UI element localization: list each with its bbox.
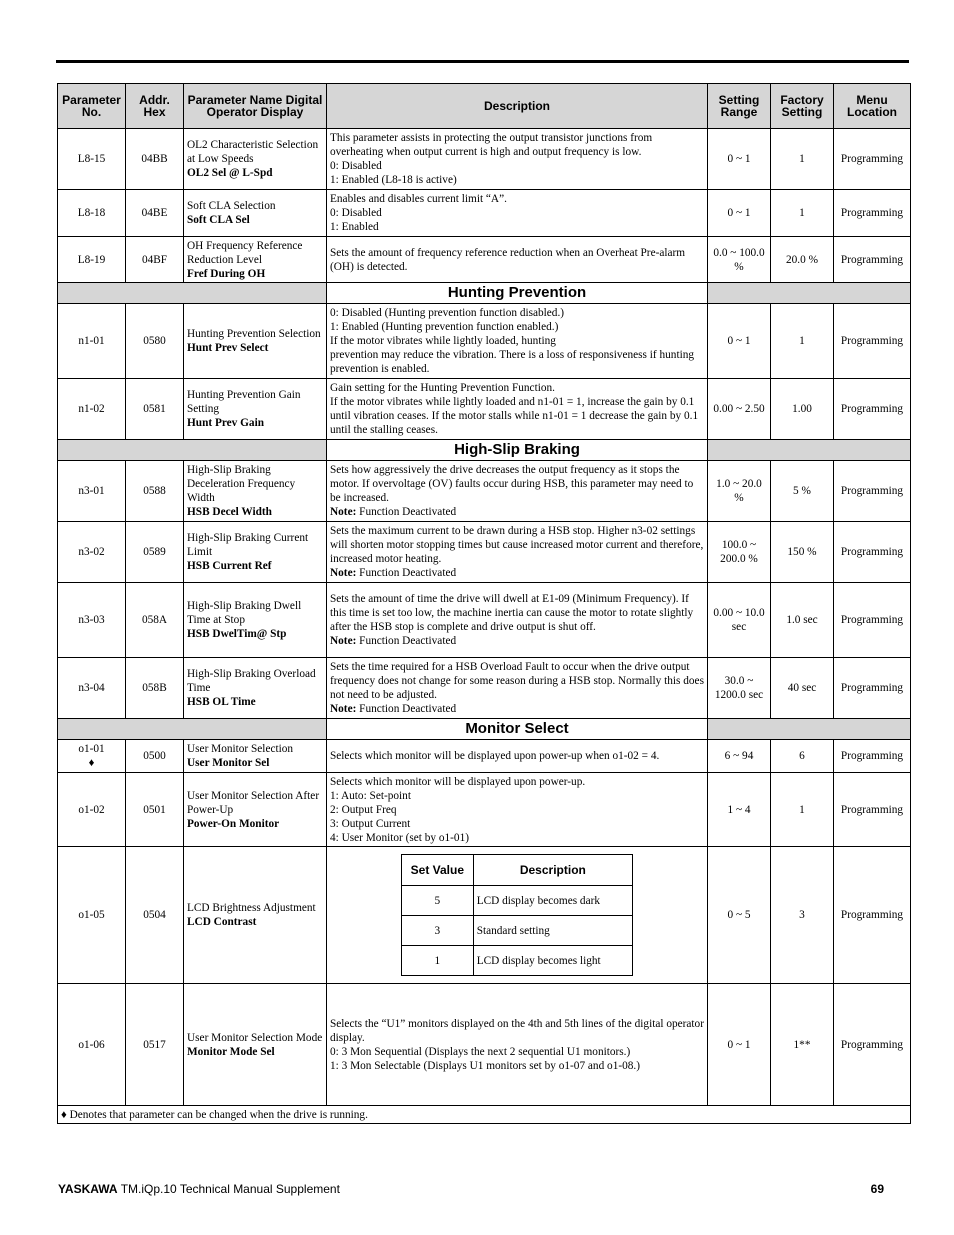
factory-setting: 1.0 sec xyxy=(771,583,834,658)
header-desc: Description xyxy=(327,84,708,129)
desc-line: Sets the amount of time the drive will dwell at E1-09 (Minimum Frequency). If this time is set too low, the machine inertia can cause the motor to rotate slightly after the HSB stop is complete and drive output is shut off. xyxy=(330,593,694,633)
header-menu: Menu Location xyxy=(834,84,911,129)
table-row xyxy=(58,522,911,583)
setting-range: 0 ~ 1 xyxy=(708,304,771,379)
param-no: o1-05 xyxy=(58,847,126,984)
inner-desc: LCD display becomes light xyxy=(473,946,632,976)
menu-location: Programming xyxy=(834,984,911,1106)
note-text: Function Deactivated xyxy=(356,567,457,579)
addr-hex: 04BF xyxy=(126,237,184,283)
operator-display: Power-On Monitor xyxy=(187,817,280,830)
section-title: Hunting Prevention xyxy=(327,283,708,304)
param-no: L8-19 xyxy=(58,237,126,283)
operator-display: LCD Contrast xyxy=(187,916,257,928)
note-label: Note: xyxy=(330,506,357,518)
param-name xyxy=(184,190,327,237)
param-desc xyxy=(327,847,708,984)
setting-range: 1.0 ~ 20.0 % xyxy=(708,461,771,522)
desc-line: 1: Enabled (Hunting prevention function enabled.) xyxy=(330,321,559,333)
param-no: o1-02 xyxy=(58,773,126,847)
setting-range: 0.00 ~ 2.50 xyxy=(708,379,771,440)
addr-hex: 0504 xyxy=(126,847,184,984)
inner-row xyxy=(402,886,633,916)
desc-line: 0: Disabled xyxy=(330,207,382,219)
inner-set-value: 1 xyxy=(402,946,474,976)
setting-range: 0.00 ~ 10.0 sec xyxy=(708,583,771,658)
menu-location: Programming xyxy=(834,129,911,190)
menu-location: Programming xyxy=(834,190,911,237)
table-row xyxy=(58,847,911,984)
param-no: L8-18 xyxy=(58,190,126,237)
addr-hex: 04BE xyxy=(126,190,184,237)
desc-line: 2: Output Freq xyxy=(330,803,397,816)
param-desc: Selects which monitor will be displayed upon power-up when o1-02 = 4. xyxy=(327,740,708,773)
addr-hex: 0501 xyxy=(126,773,184,847)
param-name xyxy=(184,304,327,379)
param-desc xyxy=(327,984,708,1106)
inner-row xyxy=(402,916,633,946)
param-no: n3-02 xyxy=(58,522,126,583)
table-row xyxy=(58,658,911,719)
menu-location: Programming xyxy=(834,583,911,658)
addr-hex: 04BB xyxy=(126,129,184,190)
table-row xyxy=(58,190,911,237)
table-row xyxy=(58,773,911,847)
inner-desc: Standard setting xyxy=(473,916,632,946)
param-desc xyxy=(327,190,708,237)
desc-line: 1: 3 Mon Selectable (Displays U1 monitors set by o1-07 and o1-08.) xyxy=(330,1059,640,1072)
desc-line: If the motor vibrates while lightly loaded and n1-01 = 1, increase the gain by 0.1 until vibration ceases. If the motor stalls while n1-01 = 1 decrease the gain by 0.1 until the stalling ceases. xyxy=(330,396,699,436)
section-row xyxy=(58,440,911,461)
setting-range: 0 ~ 1 xyxy=(708,190,771,237)
table-row xyxy=(58,379,911,440)
inner-row xyxy=(402,946,633,976)
param-name-text: Hunting Prevention Selection xyxy=(187,328,321,340)
desc-line: This parameter assists in protecting the output transistor junctions from overheating when output current is high and output frequency is low. xyxy=(330,132,653,158)
setting-range: 100.0 ~ 200.0 % xyxy=(708,522,771,583)
param-name-text: OH Frequency Reference Reduction Level xyxy=(187,239,303,266)
param-name-text: User Monitor Selection Mode xyxy=(187,1031,323,1044)
desc-line: Selects the “U1” monitors displayed on the 4th and 5th lines of the digital operator display. xyxy=(330,1017,704,1044)
parameter-table xyxy=(57,83,911,1124)
top-rule xyxy=(56,60,909,63)
note-label: Note: xyxy=(330,703,357,715)
footnote-row xyxy=(58,1106,911,1124)
param-name-text: High-Slip Braking Current Limit xyxy=(187,532,309,558)
param-desc xyxy=(327,379,708,440)
param-name-text: Soft CLA Selection xyxy=(187,200,276,212)
setting-range: 6 ~ 94 xyxy=(708,740,771,773)
operator-display: Soft CLA Sel xyxy=(187,214,250,226)
addr-hex: 0581 xyxy=(126,379,184,440)
factory-setting: 150 % xyxy=(771,522,834,583)
menu-location: Programming xyxy=(834,847,911,984)
param-name xyxy=(184,522,327,583)
param-name-text: Hunting Prevention Gain Setting xyxy=(187,389,301,415)
param-name xyxy=(184,461,327,522)
header-param: Parameter No. xyxy=(58,84,126,129)
note-text: Function Deactivated xyxy=(356,635,457,647)
table-row xyxy=(58,237,911,283)
addr-hex: 0588 xyxy=(126,461,184,522)
inner-header-set: Set Value xyxy=(402,855,474,886)
param-desc xyxy=(327,129,708,190)
desc-line: prevention may reduce the vibration. There is a loss of responsiveness if hunting prevention is enabled. xyxy=(330,349,695,375)
param-name xyxy=(184,583,327,658)
desc-line: 1: Enabled xyxy=(330,221,379,233)
section-title: Monitor Select xyxy=(327,719,708,740)
param-name xyxy=(184,773,327,847)
factory-setting: 1** xyxy=(771,984,834,1106)
setting-range: 0.0 ~ 100.0 % xyxy=(708,237,771,283)
param-desc xyxy=(327,237,708,283)
param-desc xyxy=(327,522,708,583)
table-row xyxy=(58,984,911,1106)
run-mark: ♦ xyxy=(88,757,95,769)
note-text: Function Deactivated xyxy=(356,703,457,715)
desc-line: 1: Auto: Set-point xyxy=(330,789,411,802)
addr-hex: 058A xyxy=(126,583,184,658)
desc-line: Sets the maximum current to be drawn during a HSB stop. Higher n3-02 settings will shorten motor stopping times but cause increased motor current and therefore, increased motor heating. xyxy=(330,525,704,565)
desc-line: 0: 3 Mon Sequential (Displays the next 2 sequential U1 monitors.) xyxy=(330,1045,631,1058)
desc-line: If the motor vibrates while lightly loaded, hunting xyxy=(330,335,556,347)
page-footer xyxy=(58,1182,884,1196)
table-header-row xyxy=(58,84,911,129)
param-desc xyxy=(327,773,708,847)
param-desc xyxy=(327,583,708,658)
param-name-text: High-Slip Braking Dwell Time at Stop xyxy=(187,600,302,626)
factory-setting: 1 xyxy=(771,773,834,847)
header-factory: Factory Setting xyxy=(771,84,834,129)
lcd-contrast-table xyxy=(401,854,633,976)
factory-setting: 3 xyxy=(771,847,834,984)
operator-display: OL2 Sel @ L-Spd xyxy=(187,167,273,179)
factory-setting: 1 xyxy=(771,304,834,379)
inner-set-value: 5 xyxy=(402,886,474,916)
table-row xyxy=(58,304,911,379)
factory-setting: 5 % xyxy=(771,461,834,522)
header-name: Parameter Name Digital Operator Display xyxy=(184,84,327,129)
param-no: n1-02 xyxy=(58,379,126,440)
table-row xyxy=(58,461,911,522)
setting-range: 1 ~ 4 xyxy=(708,773,771,847)
desc-line: 0: Disabled (Hunting prevention function disabled.) xyxy=(330,307,565,319)
param-name-text: User Monitor Selection After Power-Up xyxy=(187,789,320,816)
inner-desc: LCD display becomes dark xyxy=(473,886,632,916)
operator-display: Hunt Prev Select xyxy=(187,342,269,354)
param-desc xyxy=(327,304,708,379)
section-row xyxy=(58,719,911,740)
param-no: n3-04 xyxy=(58,658,126,719)
setting-range: 0 ~ 1 xyxy=(708,984,771,1106)
addr-hex: 0580 xyxy=(126,304,184,379)
menu-location: Programming xyxy=(834,379,911,440)
section-title: High-Slip Braking xyxy=(327,440,708,461)
table-row xyxy=(58,129,911,190)
table-row xyxy=(58,583,911,658)
desc-line: Sets how aggressively the drive decreases the output frequency as it stops the motor. If overvoltage (OV) faults occur during HSB, this parameter may need to be increased. xyxy=(330,464,694,504)
inner-header-desc: Description xyxy=(473,855,632,886)
factory-setting: 20.0 % xyxy=(771,237,834,283)
section-row xyxy=(58,283,911,304)
factory-setting: 1.00 xyxy=(771,379,834,440)
addr-hex: 0589 xyxy=(126,522,184,583)
desc-line: Sets the time required for a HSB Overload Fault to occur when the drive output frequency does not change for some reason during a HSB stop. Normally this does not need to be adjusted. xyxy=(330,661,704,701)
operator-display: Hunt Prev Gain xyxy=(187,417,264,429)
operator-display: HSB DwelTim@ Stp xyxy=(187,628,287,640)
desc-line: 1: Enabled (L8-18 is active) xyxy=(330,174,457,186)
operator-display: HSB Decel Width xyxy=(187,506,272,518)
factory-setting: 1 xyxy=(771,129,834,190)
param-name xyxy=(184,129,327,190)
menu-location: Programming xyxy=(834,740,911,773)
addr-hex: 058B xyxy=(126,658,184,719)
brand-name: YASKAWA xyxy=(58,1182,118,1196)
param-no-text: o1-01 xyxy=(78,743,105,755)
setting-range: 0 ~ 5 xyxy=(708,847,771,984)
operator-display: User Monitor Sel xyxy=(187,757,270,769)
param-name xyxy=(184,847,327,984)
param-name-text: LCD Brightness Adjustment xyxy=(187,902,316,914)
operator-display: Monitor Mode Sel xyxy=(187,1045,275,1058)
param-name-text: OL2 Characteristic Selection at Low Speeds xyxy=(187,139,319,165)
param-no: o1-06 xyxy=(58,984,126,1106)
note-label: Note: xyxy=(330,635,357,647)
table-row xyxy=(58,740,911,773)
menu-location: Programming xyxy=(834,461,911,522)
addr-hex: 0517 xyxy=(126,984,184,1106)
desc-line: Sets the amount of frequency reference reduction when an Overheat Pre-alarm (OH) is detected. xyxy=(330,246,686,273)
param-name-text: High-Slip Braking Deceleration Frequency Width xyxy=(187,464,296,504)
desc-line: 4: User Monitor (set by o1-01) xyxy=(330,831,469,844)
page-number: 69 xyxy=(870,1182,884,1196)
desc-line: 0: Disabled xyxy=(330,160,382,172)
menu-location: Programming xyxy=(834,237,911,283)
param-no: n3-03 xyxy=(58,583,126,658)
header-addr: Addr. Hex xyxy=(126,84,184,129)
footnote: ♦ Denotes that parameter can be changed when the drive is running. xyxy=(58,1106,911,1124)
param-name-text: User Monitor Selection xyxy=(187,743,294,755)
factory-setting: 6 xyxy=(771,740,834,773)
header-range: Setting Range xyxy=(708,84,771,129)
operator-display: HSB OL Time xyxy=(187,696,256,708)
param-no: n3-01 xyxy=(58,461,126,522)
operator-display: HSB Current Ref xyxy=(187,560,272,572)
param-no xyxy=(58,740,126,773)
menu-location: Programming xyxy=(834,522,911,583)
factory-setting: 40 sec xyxy=(771,658,834,719)
operator-display: Fref During OH xyxy=(187,267,266,280)
param-no: L8-15 xyxy=(58,129,126,190)
param-name xyxy=(184,237,327,283)
note-label: Note: xyxy=(330,567,357,579)
menu-location: Programming xyxy=(834,658,911,719)
param-name xyxy=(184,379,327,440)
factory-setting: 1 xyxy=(771,190,834,237)
param-name xyxy=(184,740,327,773)
manual-title: TM.iQp.10 Technical Manual Supplement xyxy=(117,1182,340,1196)
setting-range: 0 ~ 1 xyxy=(708,129,771,190)
desc-line: 3: Output Current xyxy=(330,817,411,830)
note-text: Function Deactivated xyxy=(356,506,457,518)
desc-line: Gain setting for the Hunting Prevention Function. xyxy=(330,382,555,394)
setting-range: 30.0 ~ 1200.0 sec xyxy=(708,658,771,719)
addr-hex: 0500 xyxy=(126,740,184,773)
param-name xyxy=(184,984,327,1106)
param-desc xyxy=(327,461,708,522)
param-name xyxy=(184,658,327,719)
param-desc xyxy=(327,658,708,719)
menu-location: Programming xyxy=(834,304,911,379)
desc-line: Selects which monitor will be displayed upon power-up. xyxy=(330,775,586,788)
desc-line: Enables and disables current limit “A”. xyxy=(330,193,507,205)
param-name-text: High-Slip Braking Overload Time xyxy=(187,668,316,694)
inner-set-value: 3 xyxy=(402,916,474,946)
param-no: n1-01 xyxy=(58,304,126,379)
menu-location: Programming xyxy=(834,773,911,847)
